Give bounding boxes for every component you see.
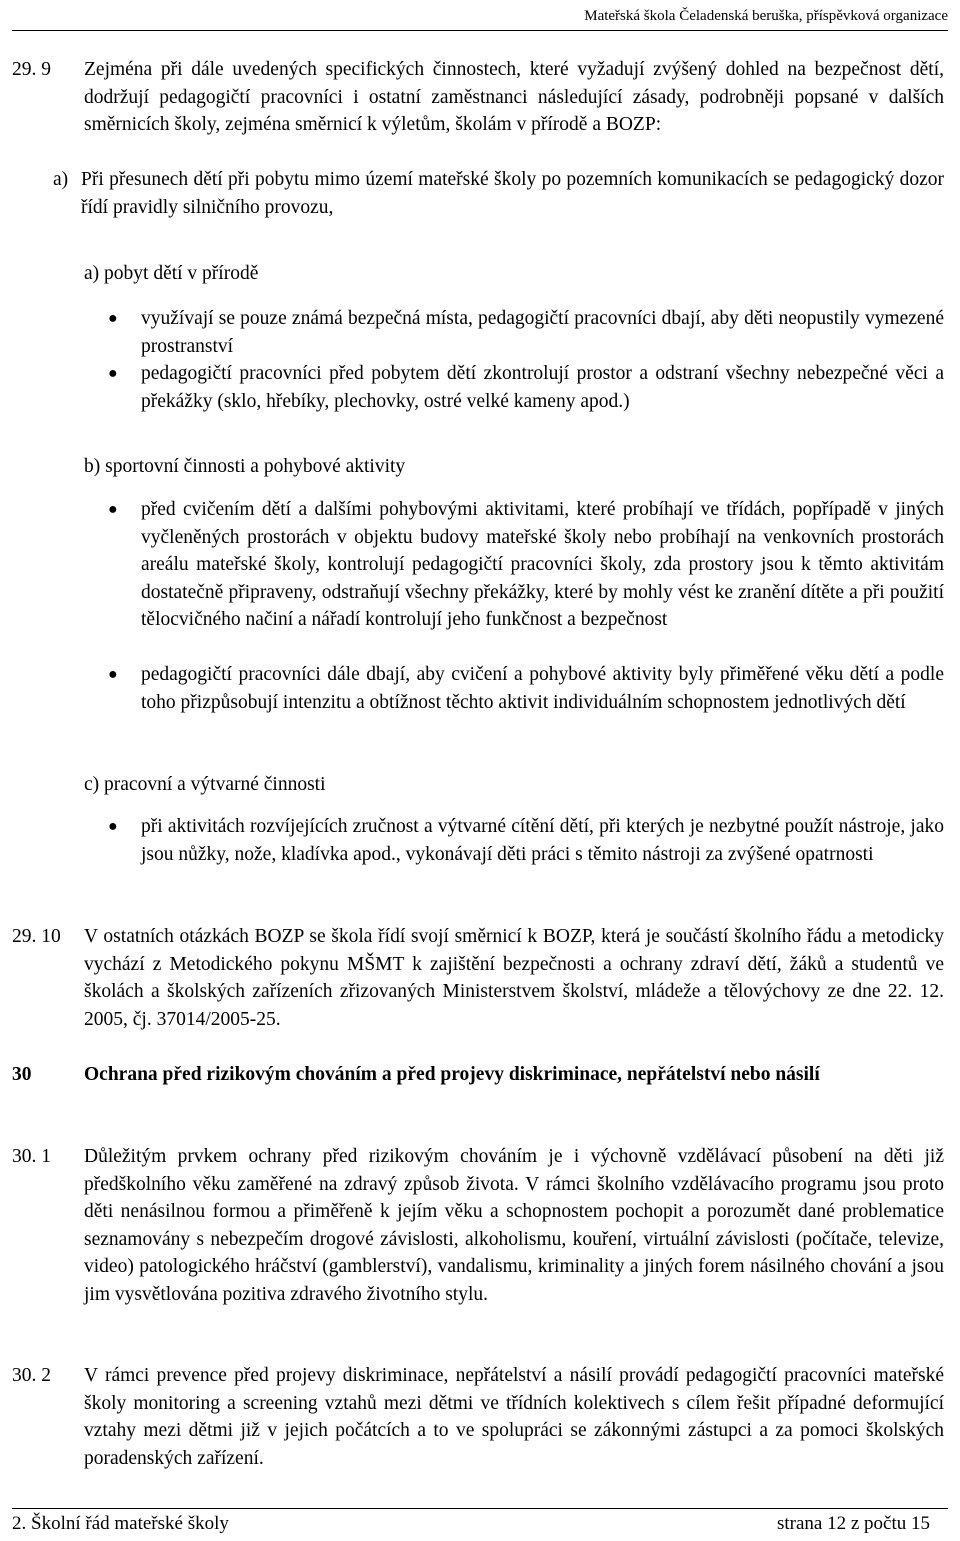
paragraph-29-9 (12, 56, 944, 139)
footer-divider (12, 1508, 948, 1509)
bullet-icon: ● (108, 365, 118, 382)
header-divider (12, 30, 948, 31)
bullet-icon: ● (108, 666, 118, 683)
item-label: a) (53, 169, 69, 190)
list-item: ● využívají se pouze známá bezpečná místa, pedagogičtí pracovníci dbají, aby děti neopustily vymezené prostranství (108, 305, 944, 360)
subheading-work: c) pracovní a výtvarné činnosti (84, 774, 326, 795)
page-footer (12, 1513, 930, 1535)
subheading-nature: a) pobyt dětí v přírodě (84, 263, 259, 284)
bullet-icon: ● (108, 310, 118, 327)
paragraph-29-9-item-a (53, 166, 944, 221)
paragraph-29-10 (12, 923, 944, 1033)
paragraph-number: 29. 10 (12, 926, 61, 947)
footer-document-title: 2. Školní řád mateřské školy (12, 1513, 229, 1534)
list-item: ● pedagogičtí pracovníci před pobytem dětí zkontrolují prostor a odstraní všechny nebezpečné věci a překážky (sklo, hřebíky, plechovky, ostré velké kameny apod.) (108, 360, 944, 415)
subheading-sport: b) sportovní činnosti a pohybové aktivity (84, 456, 406, 477)
bullet-icon: ● (108, 501, 118, 518)
list-item: ● před cvičením dětí a dalšími pohybovými aktivitami, které probíhají ve třídách, popřípadě v jiných vyčleněných prostorách v objektu budovy mateřské školy nebo probíhají na venkovních prostorách areálu mateřské školy, kontrolují pedagogičtí pracovníci školy, zda prostory jsou k těmto aktivitám dostatečně připraveny, odstraňují všechny překážky, které by mohly vést ke zranění dítěte a při použití tělocvičného načiní a nářadí kontrolují jeho funkčnost a bezpečnost (108, 496, 944, 634)
paragraph-number: 30. 1 (12, 1146, 51, 1167)
paragraph-text: Důležitým prvkem ochrany před rizikovým chováním je i výchovně vzdělávací působení na děti již předškolního věku zaměřené na zdravý způsob života. V rámci školního vzdělávacího programu jsou proto děti nenásilnou formou a přiměřeně k jejím věku a schopnostem pochopit a porozumět dané problematice seznamovány s nebezpečím drogové závislosti, alkoholismu, kouření, virtuální závislosti (počítače, televize, video) patologického hráčství (gamblerství), vandalismu, kriminality a jiných forem násilného chování a jsou jim vysvětlována pozitiva zdravého životního stylu. (84, 1146, 944, 1305)
paragraph-text: V ostatních otázkách BOZP se škola řídí svojí směrnicí k BOZP, která je součástí školního řádu a metodicky vychází z Metodického pokynu MŠMT k zajištění bezpečnosti a ochrany zdraví dětí, žáků a studentů ve školách a školských zařízeních zřizovaných Ministerstvem školství, mládeže a tělovýchovy ze dne 22. 12. 2005, čj. 37014/2005-25. (84, 926, 944, 1030)
paragraph-text: V rámci prevence před projevy diskriminace, nepřátelství a násilí provádí pedagogičtí pracovníci mateřské školy monitoring a screening vztahů mezi dětmi ve třídních kolektivech s cílem řešit případné deformující vztahy mezi dětmi již v jejich počátcích a to ve spolupráci se zákonnými zástupci a za pomoci školských poradenských zařízení. (84, 1365, 944, 1469)
footer-page-number: strana 12 z počtu 15 (776, 1513, 930, 1534)
paragraph-30-2 (12, 1362, 944, 1472)
section-title: Ochrana před rizikovým chováním a před projevy diskriminace, nepřátelství nebo násilí (84, 1064, 820, 1085)
paragraph-text: Zejména při dále uvedených specifických činnostech, které vyžadují zvýšený dohled na bezpečnost dětí, dodržují pedagogičtí pracovníci i ostatní zaměstnanci následující zásady, podrobněji popsané v dalších směrnicích školy, zejména směrnicí k výletům, školám v přírodě a BOZP: (84, 59, 944, 135)
list-item: ● pedagogičtí pracovníci dále dbají, aby cvičení a pohybové aktivity byly přiměřené věku dětí a podle toho přizpůsobují intenzitu a obtížnost těchto aktivit individuálním schopnostem jednotlivých dětí (108, 661, 944, 716)
section-30-heading (12, 1061, 944, 1089)
paragraph-30-1 (12, 1143, 944, 1308)
item-text: Při přesunech dětí při pobytu mimo území mateřské školy po pozemních komunikacích se pedagogický dozor řídí pravidly silničního provozu, (81, 169, 944, 218)
paragraph-number: 30. 2 (12, 1365, 51, 1386)
list-item: ● při aktivitách rozvíjejících zručnost a výtvarné cítění dětí, při kterých je nezbytné použít nástroje, jako jsou nůžky, nože, kladívka apod., vykonávají děti práci s těmito nástroji za zvýšené opatrnosti (108, 813, 944, 868)
paragraph-number: 29. 9 (12, 59, 51, 80)
header-title: Mateřská škola Čeladenská beruška, příspěvková organizace (584, 8, 948, 24)
bullet-icon: ● (108, 818, 118, 835)
section-number: 30 (12, 1064, 32, 1085)
page-header (12, 6, 948, 26)
